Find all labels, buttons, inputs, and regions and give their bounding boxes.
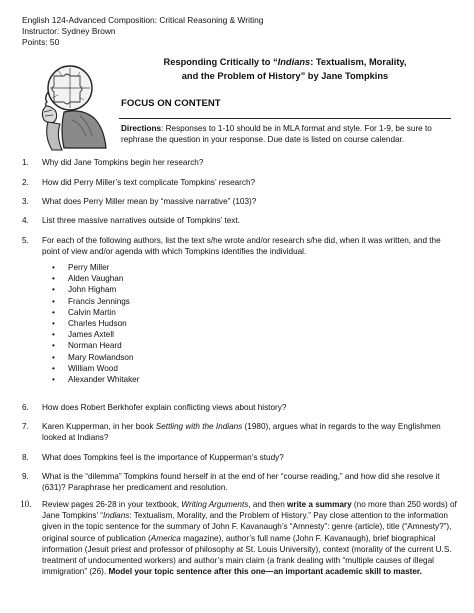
title-line1-prefix: Responding Critically to “	[163, 57, 278, 67]
question-number: 4.	[22, 216, 29, 225]
directions-label: Directions	[121, 124, 162, 133]
question-number: 7.	[22, 422, 29, 431]
author-name: Francis Jennings	[68, 296, 130, 306]
course-header	[22, 15, 263, 49]
question-text: How does Robert Berkhofer explain conflicting views about history?	[42, 403, 287, 412]
bullet-icon: •	[52, 307, 55, 317]
title-line2: and the Problem of History” by Jane Tompkins	[181, 70, 389, 81]
essay-title-italic: Indians	[102, 511, 130, 521]
author-name: Norman Heard	[68, 341, 122, 351]
question-9	[22, 471, 458, 493]
list-item	[52, 352, 139, 363]
list-item	[52, 329, 139, 340]
q10-closing-emphasis: Model your topic sentence after this one—an important academic skill to master.	[108, 567, 422, 577]
bullet-icon: •	[52, 296, 55, 306]
directions-text: : Responses to 1-10 should be in MLA format and style. For 1-9, be sure to rephrase the question in your response. Due date is listed on course calendar.	[121, 124, 432, 145]
list-item	[52, 284, 139, 295]
q10-part: , and then	[248, 500, 288, 509]
question-text: Why did Jane Tompkins begin her research?	[42, 158, 204, 167]
question-number: 3.	[22, 197, 29, 206]
question-1	[22, 157, 458, 168]
bullet-icon: •	[52, 274, 55, 284]
question-text	[42, 421, 458, 443]
list-item	[52, 262, 139, 273]
question-text: List three massive narratives outside of Tompkins’ text.	[42, 216, 240, 225]
directions-paragraph	[121, 123, 455, 145]
question-6	[22, 402, 458, 413]
question-text-post: (1980), argues what in regards to the way Englishmen looked at Indians?	[42, 422, 441, 443]
question-7	[22, 421, 458, 443]
bullet-icon: •	[52, 363, 55, 373]
question-text-pre: Karen Kupperman, in her book	[42, 422, 156, 431]
question-number: 9.	[22, 472, 29, 481]
question-text: How did Perry Miller’s text complicate Tompkins’ research?	[42, 178, 256, 187]
question-number: 5.	[22, 236, 29, 245]
q10-part: (no more than 250 words) of Jane Tompkins’ “	[42, 500, 457, 521]
author-name: John Higham	[68, 285, 117, 295]
author-name: Mary Rowlandson	[68, 352, 134, 362]
question-10	[22, 499, 458, 577]
q10-part: : Textualism, Morality, and the Problem of History.” Pay close attention to the information given in the topic sentence for the summary of John F. Kavanaugh’s “Amnesty”: genre (article), title (“Amnesty?”), original source of publication (	[42, 511, 452, 543]
bullet-icon: •	[52, 341, 55, 351]
author-name: Alden Vaughan	[68, 274, 124, 284]
question-number: 1.	[22, 158, 29, 167]
title-line1-suffix: : Textualism, Morality,	[310, 57, 407, 67]
bullet-icon: •	[52, 375, 55, 385]
question-text: What does Tompkins feel is the importance of Kupperman’s study?	[42, 453, 284, 462]
list-item	[52, 374, 139, 385]
bullet-icon: •	[52, 263, 55, 272]
author-name: Perry Miller	[68, 263, 110, 272]
instructor-name: Instructor: Sydney Brown	[22, 26, 116, 37]
author-list	[52, 262, 139, 385]
list-item	[52, 318, 139, 329]
question-number: 2.	[22, 178, 29, 187]
list-item	[52, 307, 139, 318]
author-name: Calvin Martin	[68, 307, 116, 317]
list-item	[52, 340, 139, 351]
textbook-title: Writing Arguments	[181, 500, 249, 509]
question-8	[22, 452, 458, 463]
question-number: 6.	[22, 403, 29, 412]
bullet-icon: •	[52, 319, 55, 329]
thinker-with-puzzle-head-icon	[24, 62, 112, 154]
question-text: What is the “dilemma” Tompkins found herself in at the end of her “course reading,” and how did she resolve it (631)? Paraphrase her predicament and resolution.	[42, 472, 440, 493]
list-item	[52, 363, 139, 374]
focus-divider	[119, 118, 451, 119]
author-name: Charles Hudson	[68, 319, 127, 329]
points-value: Points: 50	[22, 37, 60, 48]
document-title	[120, 56, 450, 83]
course-name: English 124-Advanced Composition: Critical Reasoning & Writing	[22, 15, 264, 25]
question-text	[42, 499, 458, 577]
q10-part: Review pages 26-28 in your textbook,	[42, 500, 182, 509]
author-name: William Wood	[68, 363, 118, 373]
author-name: James Axtell	[68, 330, 114, 340]
author-name: Alexander Whitaker	[68, 375, 140, 385]
bullet-icon: •	[52, 352, 55, 362]
title-line1-italic: Indians	[277, 57, 311, 67]
q10-emphasis: write a summary	[287, 500, 352, 509]
q10-part: magazine), author’s full name (John F. Kavanaugh), brief biographical information (Jesuit priest and professor of philosophy at St. Louis University), context (morality of the current U.S. treatment of undocumented workers) and author’s main claim (a frank dealing with “multiple causes of illegal immigration” (26).	[42, 533, 452, 577]
list-item	[52, 273, 139, 284]
book-title: Settling with the Indians	[155, 422, 243, 431]
list-item	[52, 296, 139, 307]
question-number: 8.	[22, 453, 29, 462]
question-3	[22, 196, 458, 207]
question-4	[22, 215, 458, 226]
question-5	[22, 235, 458, 257]
question-text: What does Perry Miller mean by “massive narrative” (103)?	[42, 197, 257, 206]
question-number: 10.	[20, 499, 32, 509]
question-text: For each of the following authors, list the text s/he wrote and/or research s/he did, when it was written, and the point of view and/or agenda with which Tompkins identifies the individual.	[42, 236, 441, 257]
focus-heading: FOCUS ON CONTENT	[121, 98, 221, 109]
bullet-icon: •	[52, 330, 55, 340]
bullet-icon: •	[52, 285, 55, 295]
magazine-title: America	[150, 533, 181, 543]
question-2	[22, 177, 458, 188]
